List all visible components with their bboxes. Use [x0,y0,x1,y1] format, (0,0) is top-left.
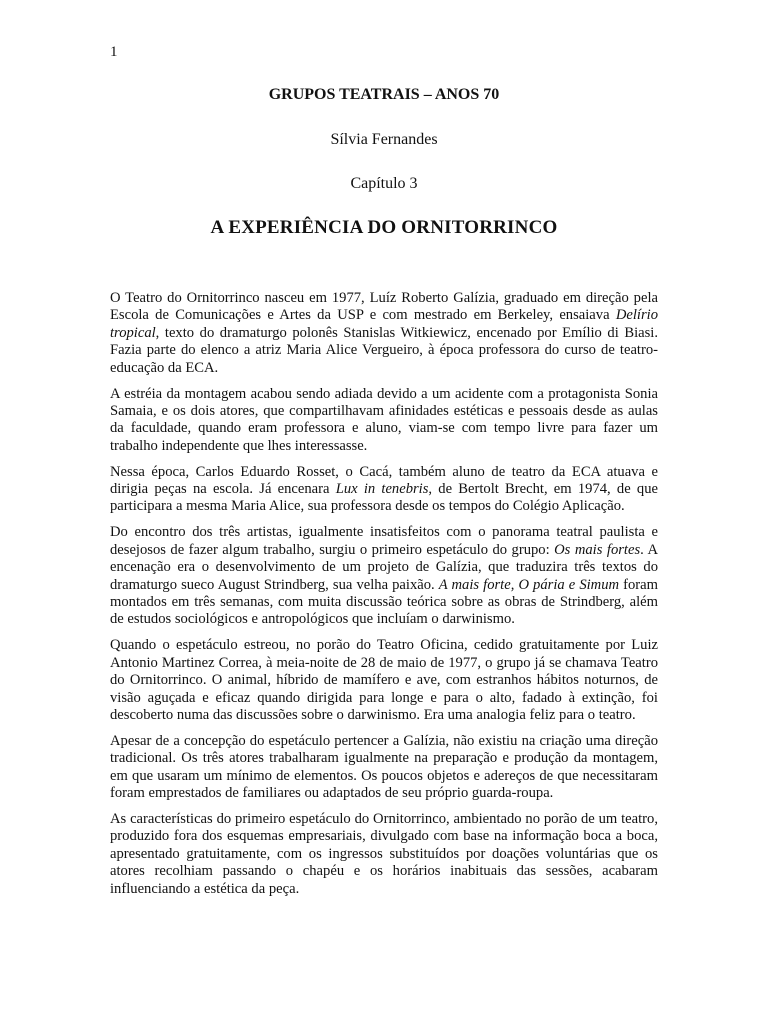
text-run: As características do primeiro espetáculo do Ornitorrinco, ambientado no porão de um teatro, produzido fora dos esquemas empresariais, divulgado com base na informação boca a boca, apresentado gratuitamente, com os ingressos substituídos por doações voluntárias que os atores recolhiam passando o chapéu e os horários inabituais das sessões, acabaram influenciando a estética da peça. [110,810,658,897]
paragraph [110,524,658,628]
paragraph [110,733,658,803]
text-run: , texto do dramaturgo polonês Stanislas Witkiewicz, encenado por Emílio di Biasi. Fazia parte do elenco a atriz Maria Alice Vergueiro, à época professora do curso de teatro-educação da ECA. [110,324,658,376]
paragraph [110,637,658,724]
text-run: Apesar de a concepção do espetáculo pertencer a Galízia, não existiu na criação uma direção tradicional. Os três atores trabalharam igualmente na preparação e produção da montagem, em que usaram um mínimo de elementos. Os poucos objetos e adereços de que necessitaram foram emprestados de familiares ou adaptados de seu próprio guarda-roupa. [110,732,658,802]
paragraph [110,290,658,377]
text-run: , de Bertolt Brecht, em 1974, de que participara a mesma Maria Alice, sua professora desde os tempos do Colégio Aplicação. [110,481,658,515]
body-text [110,290,658,907]
text-run: Nessa época, Carlos Eduardo Rosset, o Cacá, também aluno de teatro da ECA atuava e dirigia peças na escola. Já encenara [110,463,658,498]
italic-title: Lux in tenebris [335,481,429,498]
paragraph [110,811,658,898]
series-title: GRUPOS TEATRAIS – ANOS 70 [268,86,500,103]
text-run: foram montados em três semanas, com muita discussão teórica sobre as obras de Strindberg, além de estudos sociológicos e antropológicos que incluíam o darwinismo. [110,576,658,628]
chapter-label: Capítulo 3 [350,175,418,192]
author-name: Sílvia Fernandes [330,131,438,148]
text-run: Do encontro dos três artistas, igualmente insatisfeitos com o panorama teatral paulista e desejosos de fazer algum trabalho, surgiu o primeiro espetáculo do grupo: [110,524,658,558]
text-run: O Teatro do Ornitorrinco nasceu em 1977, Luíz Roberto Galízia, graduado em direção pela Escola de Comunicações e Artes da USP e com mestrado em Berkeley, ensaiava [110,290,658,324]
text-run: A estréia da montagem acabou sendo adiada devido a um acidente com a protagonista Sonia Samaia, e os dois atores, que compartilhavam afinidades estéticas e pessoais desde as aulas da faculdade, quando eram professora e aluno, viam-se com tempo livre para fazer um trabalho independente que lhes interessasse. [110,385,658,454]
page-number: 1 [110,44,118,60]
italic-title: A mais forte, O pária e Simum [438,576,620,593]
paragraph [110,464,658,516]
paragraph [110,386,658,456]
text-run: . A encenação era o desenvolvimento de um projeto de Galízia, que traduzira três textos do dramaturgo sueco August Strindberg, sua velha paixão. [110,541,659,593]
chapter-title: A EXPERIÊNCIA DO ORNITORRINCO [210,217,558,238]
italic-title: Os mais fortes [554,541,641,558]
text-run: Quando o espetáculo estreou, no porão do Teatro Oficina, cedido gratuitamente por Luiz Antonio Martinez Correa, à meia-noite de 28 de maio de 1977, o grupo já se chamava Teatro do Ornitorrinco. O animal, híbrido de mamífero e ave, com estranhos hábitos noturnos, de visão aguçada e eficaz quando dirigida para longe e para o alto, fadado à extinção, foi descoberto numa das discussões sobre o darwinismo. Era uma analogia feliz para o teatro. [110,637,658,723]
italic-title: Delírio tropical [110,307,658,341]
